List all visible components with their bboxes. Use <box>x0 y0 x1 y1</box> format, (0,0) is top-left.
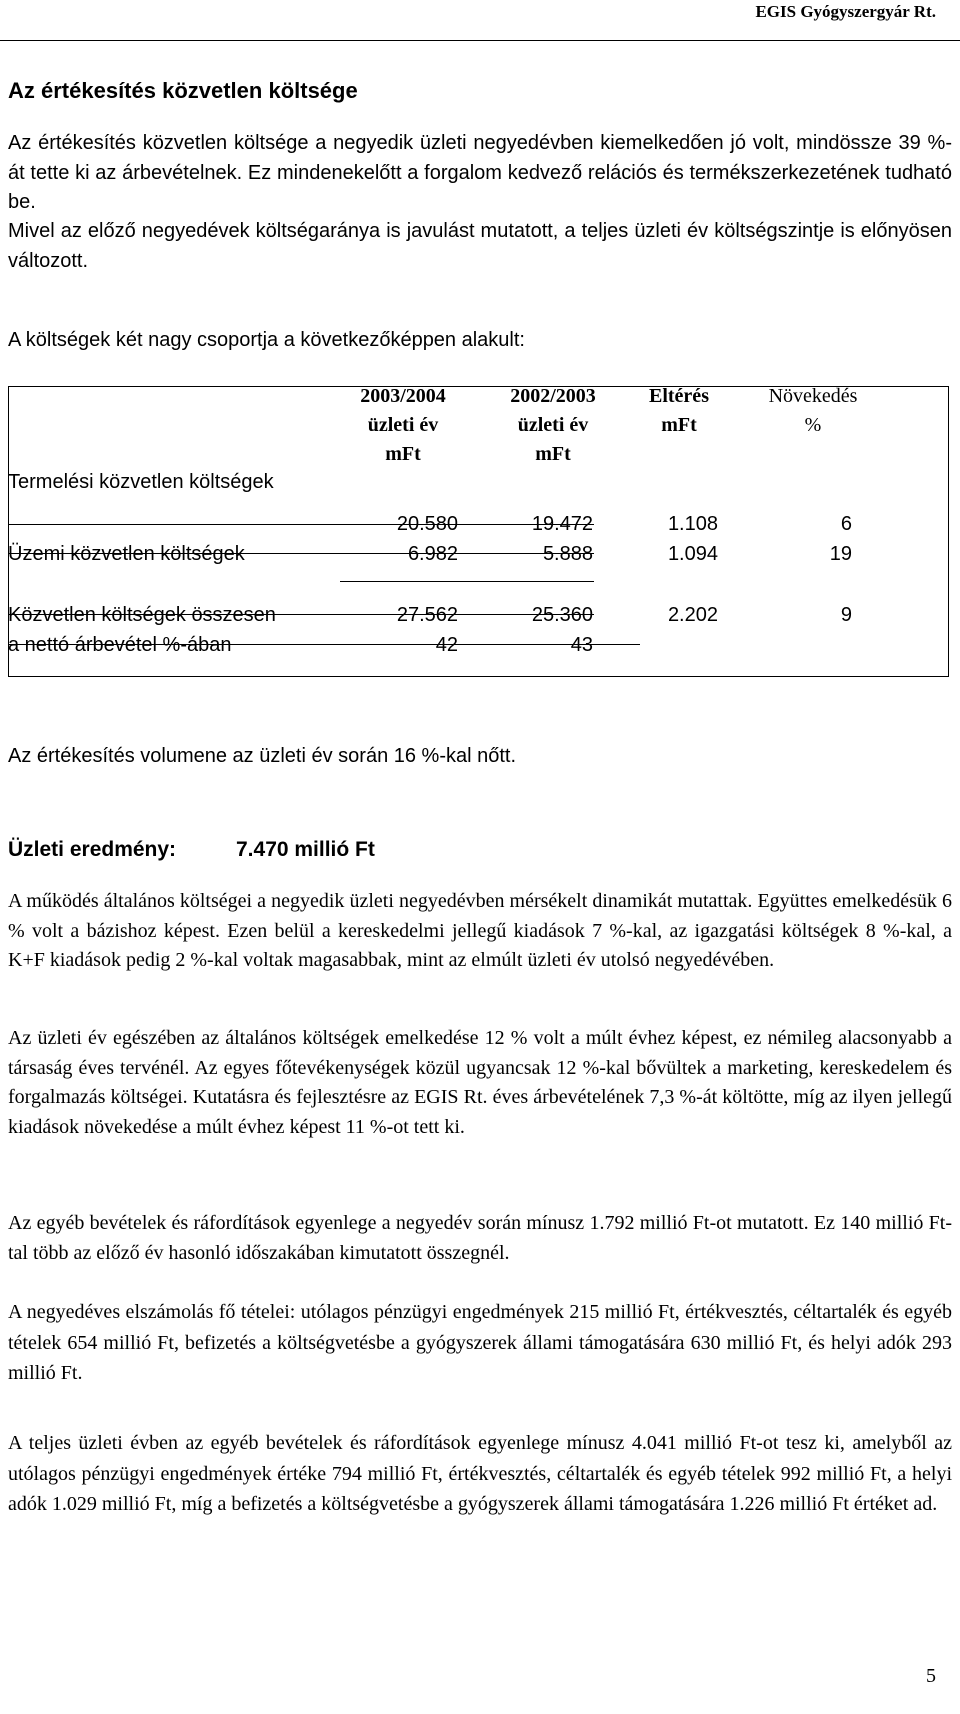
table-row-label: Üzemi közvetlen költségek <box>8 543 245 565</box>
cost-table <box>8 386 949 677</box>
table-cell: 42 <box>435 634 458 656</box>
table-cell: 6.982 <box>407 543 458 565</box>
table-cell: 27.562 <box>396 604 458 626</box>
table-cell: 20.580 <box>396 513 458 535</box>
table-cell: 1.094 <box>667 543 718 565</box>
document-header: EGIS Gyógyszergyár Rt. <box>755 2 936 21</box>
result-label: Üzleti eredmény: <box>8 838 177 861</box>
table-cell: 19 <box>829 543 852 565</box>
intro-paragraph-1: Az értékesítés közvetlen költsége a negyedik üzleti negyedévben kiemelkedően jó volt, mindössze 39 %-át tette ki az árbevételnek. Ez mindenekelőtt a forgalom kedvező relációs és termékszerkezetének tudható be. <box>8 132 952 213</box>
header-divider <box>0 40 960 41</box>
table-cell: 9 <box>840 604 852 626</box>
table-cell: 25.360 <box>531 604 593 626</box>
table-cell: 19.472 <box>531 513 593 535</box>
table-header-diff: Eltérés mFt <box>649 385 709 436</box>
section-title: Az értékesítés közvetlen költsége <box>8 78 358 103</box>
result-value: 7.470 millió Ft <box>236 838 375 861</box>
body-paragraph-2: Az üzleti év egészében az általános költségek emelkedése 12 % volt a múlt évhez képest, ez némileg alacsonyabb a társaság éves tervénél. Az egyes főtevékenységek közül ugyancsak 12 %-kal bővültek a marketing, kereskedelem és forgalmazás költségei. Kutatásra és fejlesztésre az EGIS Rt. éves árbevételének 7,3 %-át költötte, míg az ilyen jellegű kiadások növekedése a múlt évhez képest 11 %-ot tett ki. <box>8 1027 952 1138</box>
table-row-label: a nettó árbevétel %-ában <box>8 634 232 656</box>
intro-paragraph-2: Mivel az előző negyedévek költségaránya is javulást mutatott, a teljes üzleti év költségszintje is előnyösen változott. <box>8 220 952 272</box>
table-row-label: Termelési közvetlen költségek <box>8 471 274 493</box>
page-number: 5 <box>926 1665 936 1687</box>
table-header-growth: Növekedés % <box>768 385 858 436</box>
body-paragraph-5: A teljes üzleti évben az egyéb bevételek és ráfordítások egyenlege mínusz 4.041 millió Ft-ot tesz ki, amelyből az utólagos pénzügyi engedmények értéke 794 millió Ft, értékvesztés, céltartalék és egyéb tételek 992 millió Ft, a helyi adók 1.029 millió Ft, míg a befizetés a költségvetésbe a gyógyszerek állami támogatására 1.226 millió Ft értéket ad. <box>8 1432 952 1515</box>
body-paragraph-3: Az egyéb bevételek és ráfordítások egyenlege a negyedév során mínusz 1.792 millió Ft-ot mutatott. Ez 140 millió Ft-tal több az előző év hasonló időszakában kimutatott összegnél. <box>8 1212 952 1264</box>
table-cell: 2.202 <box>667 604 718 626</box>
table-header-2004: 2003/2004 üzleti év mFt <box>360 385 446 465</box>
volume-sentence: Az értékesítés volumene az üzleti év során 16 %-kal nőtt. <box>8 745 517 767</box>
table-cell: 43 <box>570 634 593 656</box>
table-cell: 5.888 <box>542 543 593 565</box>
table-intro: A költségek két nagy csoportja a következőképpen alakult: <box>8 329 525 351</box>
table-cell: 6 <box>840 513 852 535</box>
table-row-label: Közvetlen költségek összesen <box>8 604 276 626</box>
table-header-2003: 2002/2003 üzleti év mFt <box>510 385 596 465</box>
table-cell: 1.108 <box>667 513 718 535</box>
body-paragraph-1: A működés általános költségei a negyedik üzleti negyedévben mérsékelt dinamikát mutattak. Együttes emelkedésük 6 % volt a bázishoz képest. Ezen belül a kereskedelmi jellegű kiadások 7 %-kal, az igazgatási költségek 8 %-kal, a K+F kiadások pedig 2 %-kal voltak magasabbak, mint az elmúlt üzleti év utolsó negyedévében. <box>8 890 952 971</box>
body-paragraph-4: A negyedéves elszámolás fő tételei: utólagos pénzügyi engedmények 215 millió Ft, értékvesztés, céltartalék és egyéb tételek 654 millió Ft, befizetés a költségvetésbe a gyógyszerek állami támogatására 630 millió Ft, és helyi adók 293 millió Ft. <box>8 1301 952 1384</box>
table-row-divider <box>340 581 594 582</box>
